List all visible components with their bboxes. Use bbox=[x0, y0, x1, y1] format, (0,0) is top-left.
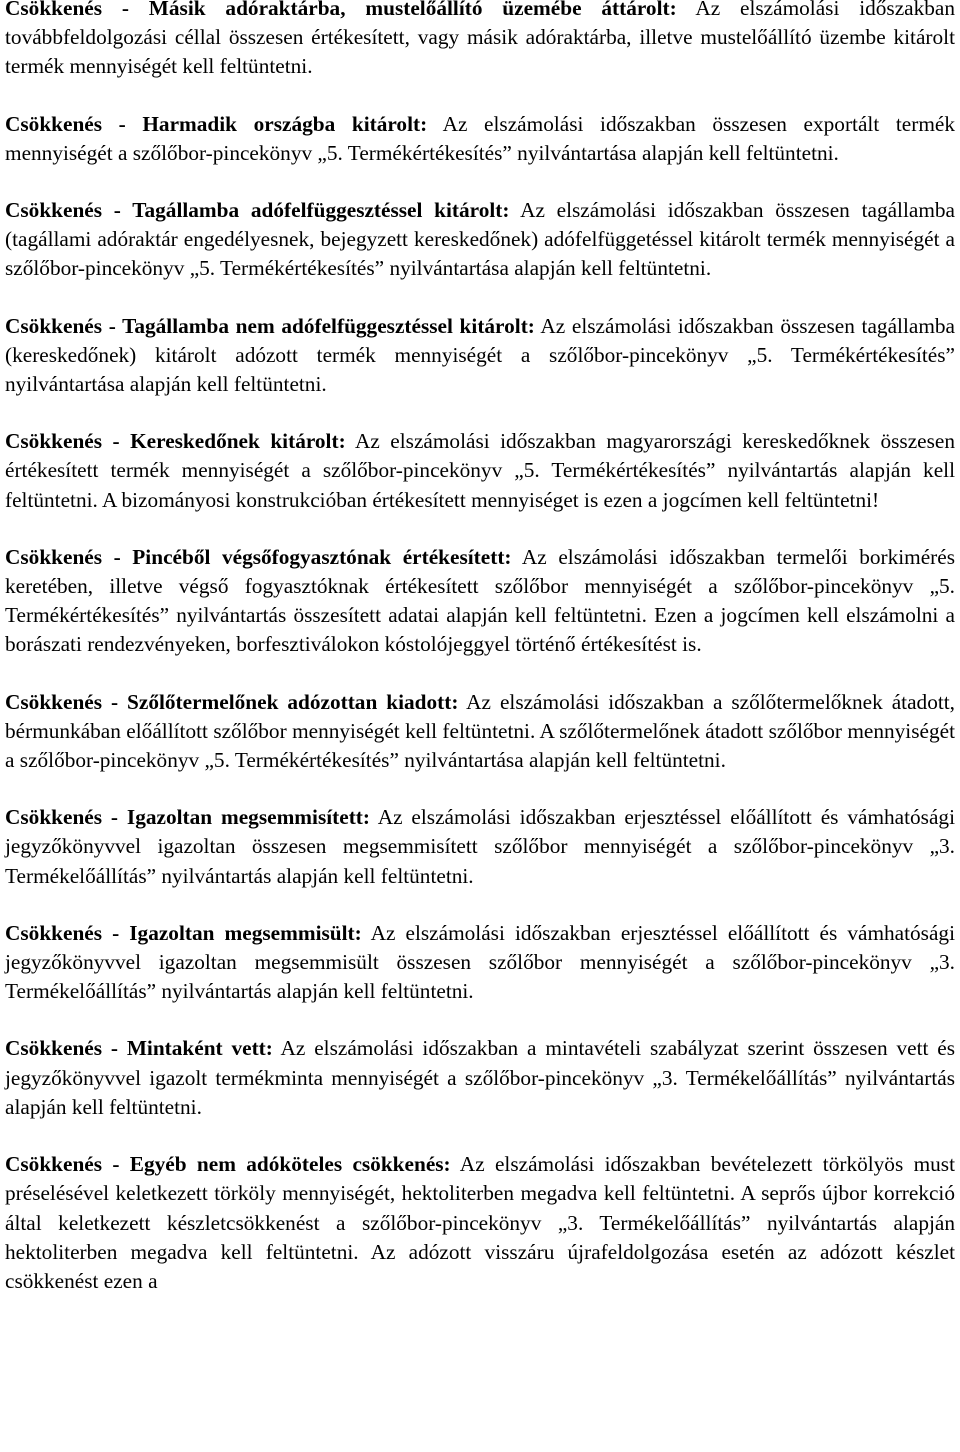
paragraph-body: Az elszámolási időszakban összesen tagállamba (kereskedőnek) kitárolt adózott termék mennyiségét a szőlőbor-pincekönyv „5. Termékértékesítés” nyilvántartása alapján kell feltüntetni. bbox=[5, 313, 955, 397]
paragraph-body: Az elszámolási időszakban erjesztéssel előállított és vámhatósági jegyzőkönyvvel igazoltan megsemmisült összesen szőlőbor mennyiségét a szőlőbor-pincekönyv „3. Termékelőállítás” nyilvántartás alapján kell feltüntetni. bbox=[5, 920, 955, 1004]
paragraph-body: Az elszámolási időszakban összesen exportált termék mennyiségét a szőlőbor-pincekönyv „5. Termékértékesítés” nyilvántartása alapján kell feltüntetni. bbox=[5, 111, 955, 165]
paragraph-heading: Csökkenés - Egyéb nem adóköteles csökkenés: bbox=[5, 1152, 451, 1177]
paragraph-heading: Csökkenés - Kereskedőnek kitárolt: bbox=[5, 429, 346, 454]
paragraph-egyeb-nem-adokoteles bbox=[5, 1150, 955, 1296]
paragraph-heading: Csökkenés - Pincéből végsőfogyasztónak értékesített: bbox=[5, 544, 512, 569]
paragraph-tagallamba-nem-adofelfuggesztessel bbox=[5, 312, 955, 400]
paragraph-body: Az elszámolási időszakban magyarországi kereskedőknek összesen értékesített termék mennyiségét a szőlőbor-pincekönyv „5. Termékértékesítés” nyilvántartás alapján kell feltüntetni. A bizományosi konstrukcióban értékesített mennyiséget is ezen a jogcímen kell feltüntetni! bbox=[5, 429, 955, 512]
paragraph-igazoltan-megsemmisult bbox=[5, 919, 955, 1007]
paragraph-heading: Csökkenés - Másik adóraktárba, mustelőállító üzemébe áttárolt: bbox=[5, 0, 677, 20]
paragraph-heading: Csökkenés - Szőlőtermelőnek adózottan kiadott: bbox=[5, 689, 459, 714]
paragraph-igazoltan-megsemmisitett bbox=[5, 803, 955, 891]
paragraph-heading: Csökkenés - Igazoltan megsemmisült: bbox=[5, 920, 362, 945]
paragraph-body: Az elszámolási időszakban a szőlőtermelőknek átadott, bérmunkában előállított szőlőbor mennyiségét kell feltüntetni. A szőlőtermelőnek átadott szőlőbor mennyiségét a szőlőbor-pincekönyv „5. Termékértékesítés” nyilvántartása alapján kell feltüntetni. bbox=[5, 689, 955, 773]
paragraph-heading: Csökkenés - Tagállamba adófelfüggesztéssel kitárolt: bbox=[5, 198, 510, 223]
paragraph-kereskedonek bbox=[5, 427, 955, 515]
paragraph-tagallamba-adofelfuggesztessel bbox=[5, 196, 955, 284]
paragraph-heading: Csökkenés - Mintaként vett: bbox=[5, 1036, 273, 1061]
paragraph-body: Az elszámolási időszakban a mintavételi szabályzat szerint összesen vett és jegyzőkönyvvel igazolt termékminta mennyiségét a szőlőbor-pincekönyv „3. Termékelőállítás” nyilvántartás alapján kell feltüntetni. bbox=[5, 1036, 955, 1119]
paragraph-harmadik-orszagba bbox=[5, 110, 955, 168]
paragraph-body: Az elszámolási időszakban erjesztéssel előállított és vámhatósági jegyzőkönyvvel igazoltan összesen megsemmisített szőlőbor mennyiségét a szőlőbor-pincekönyv „3. Termékelőállítás” nyilvántartás alapján kell feltüntetni. bbox=[5, 805, 955, 888]
paragraph-masik-adoraktarba bbox=[5, 0, 955, 82]
paragraph-heading: Csökkenés - Igazoltan megsemmisített: bbox=[5, 805, 370, 830]
paragraph-body: Az elszámolási időszakban összesen tagállamba (tagállami adóraktár engedélyesnek, bejegyzett kereskedőnek) adófelfüggetéssel kitárolt termék mennyiségét a szőlőbor-pincekönyv „5. Termékértékesítés” nyilvántartása alapján kell feltüntetni. bbox=[5, 198, 955, 281]
paragraph-body: Az elszámolási időszakban termelői borkimérés keretében, illetve végső fogyasztóknak értékesített szőlőbor mennyiségét a szőlőbor-pincekönyv „5. Termékértékesítés” nyilvántartás összesített adatai alapján kell feltüntetni. Ezen a jogcímen kell elszámolni a borászati rendezvényeken, borfesztiválokon kóstolójeggyel történő értékesítést is. bbox=[5, 544, 956, 657]
paragraph-heading: Csökkenés - Tagállamba nem adófelfüggesztéssel kitárolt: bbox=[5, 313, 535, 338]
paragraph-body: Az elszámolási időszakban bevételezett törkölyös must préselésével keletkezett törköly mennyiségét, hektoliterben megadva kell feltüntetni. A seprős újbor korrekció által keletkezett készletcsökkenést a szőlőbor-pincekönyv „3. Termékelőállítás” nyilvántartás alapján hektoliterben megadva kell feltüntetni. Az adózott visszáru újrafeldolgozása esetén az adózott készlet csökkenést ezen a bbox=[5, 1152, 955, 1293]
paragraph-szolotermelonek bbox=[5, 688, 955, 776]
paragraph-heading: Csökkenés - Harmadik országba kitárolt: bbox=[5, 111, 428, 136]
paragraph-pincebol-vegsofogyasztonak bbox=[5, 543, 955, 660]
paragraph-body: Az elszámolási időszakban továbbfeldolgozási céllal összesen értékesített, vagy másik adóraktárba, illetve mustelőállító üzembe kitárolt termék mennyiségét kell feltüntetni. bbox=[5, 0, 955, 79]
document-page bbox=[5, 0, 955, 1324]
paragraph-mintakent-vett bbox=[5, 1034, 955, 1122]
